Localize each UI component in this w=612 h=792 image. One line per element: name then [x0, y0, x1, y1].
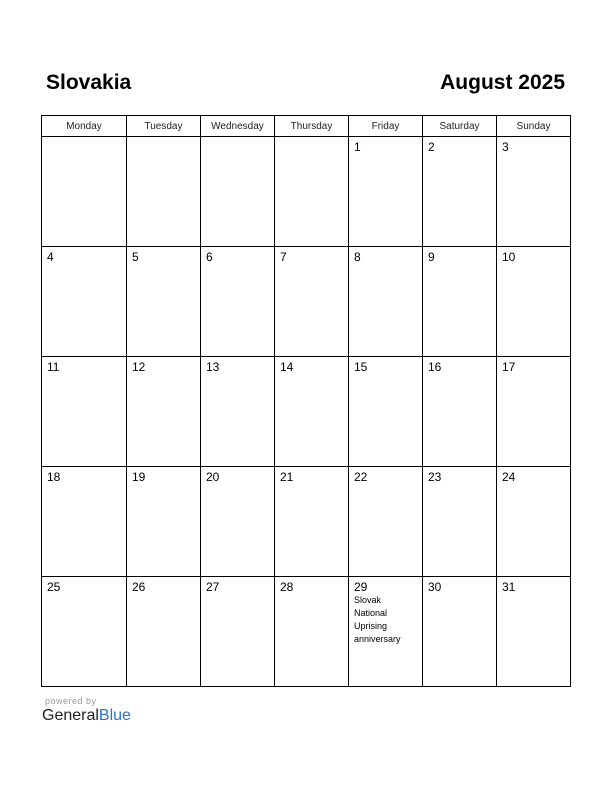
- day-cell: [42, 357, 127, 467]
- weekday-header-monday: Monday: [42, 116, 127, 137]
- footer-branding: [42, 696, 131, 725]
- weekday-header-wednesday: Wednesday: [201, 116, 275, 137]
- day-number: 28: [280, 580, 294, 594]
- day-number: 7: [280, 250, 287, 264]
- day-number: 8: [354, 250, 361, 264]
- day-cell: [423, 467, 497, 577]
- day-number: 20: [206, 470, 220, 484]
- day-number: 9: [428, 250, 435, 264]
- day-cell: [127, 577, 201, 687]
- holiday-label: anniversary: [354, 634, 401, 644]
- day-number: 21: [280, 470, 294, 484]
- brand-general: General: [42, 707, 99, 724]
- day-cell: [201, 467, 275, 577]
- day-cell: [349, 247, 423, 357]
- day-number: [275, 137, 348, 140]
- day-cell: [201, 577, 275, 687]
- day-cell: [423, 577, 497, 687]
- holiday-label: Slovak: [354, 595, 382, 605]
- day-number: 14: [280, 360, 294, 374]
- weekday-header-row: [42, 116, 571, 137]
- day-cell: [275, 137, 349, 247]
- day-cell: [497, 247, 571, 357]
- day-number: 13: [206, 360, 220, 374]
- day-number: 26: [132, 580, 146, 594]
- day-cell: [275, 577, 349, 687]
- day-cell: [42, 247, 127, 357]
- day-cell: [275, 357, 349, 467]
- day-number: 11: [47, 360, 60, 374]
- day-cell: [349, 357, 423, 467]
- day-cell: [42, 577, 127, 687]
- holiday-label: Uprising: [354, 621, 388, 631]
- day-number: 4: [47, 250, 54, 264]
- day-number: 29: [354, 580, 368, 594]
- day-cell: [127, 357, 201, 467]
- calendar-grid: [41, 115, 571, 687]
- generalblue-logo: [42, 707, 131, 725]
- day-cell: [127, 247, 201, 357]
- day-cell: [423, 137, 497, 247]
- day-number: 5: [132, 250, 139, 264]
- day-cell: [127, 137, 201, 247]
- week-row: [42, 357, 571, 467]
- day-number: 27: [206, 580, 220, 594]
- brand-blue: Blue: [98, 707, 131, 724]
- day-number: [127, 137, 200, 140]
- day-number: 19: [132, 470, 146, 484]
- day-cell: [423, 357, 497, 467]
- day-number: 2: [428, 140, 435, 154]
- day-cell: [42, 137, 127, 247]
- day-number: 3: [502, 140, 509, 154]
- day-number: [201, 137, 274, 140]
- weekday-header-thursday: Thursday: [275, 116, 349, 137]
- day-number: [42, 137, 126, 140]
- weekday-header-sunday: Sunday: [497, 116, 571, 137]
- day-cell: [42, 467, 127, 577]
- day-cell: [201, 137, 275, 247]
- day-number: 31: [502, 580, 516, 594]
- day-cell: [201, 247, 275, 357]
- weekday-header-tuesday: Tuesday: [127, 116, 201, 137]
- month-year-title: August 2025: [440, 71, 565, 94]
- weekday-header-saturday: Saturday: [423, 116, 497, 137]
- day-cell: [423, 247, 497, 357]
- day-cell: [201, 357, 275, 467]
- day-number: 25: [47, 580, 61, 594]
- day-cell: [497, 357, 571, 467]
- week-row: [42, 247, 571, 357]
- day-cell: [497, 467, 571, 577]
- day-number: 10: [502, 250, 516, 264]
- day-number: 24: [502, 470, 516, 484]
- week-row: [42, 137, 571, 247]
- day-cell: [497, 137, 571, 247]
- day-number: 15: [354, 360, 368, 374]
- day-number: 30: [428, 580, 442, 594]
- day-number: 22: [354, 470, 368, 484]
- day-cell: [349, 467, 423, 577]
- weekday-header-friday: Friday: [349, 116, 423, 137]
- day-cell: [349, 577, 423, 687]
- day-number: 18: [47, 470, 61, 484]
- day-number: 23: [428, 470, 442, 484]
- holiday-label: National: [354, 608, 388, 618]
- powered-by-text: powered by: [45, 696, 97, 706]
- day-cell: [497, 577, 571, 687]
- day-number: 16: [428, 360, 442, 374]
- day-cell: [275, 467, 349, 577]
- day-number: 1: [354, 140, 361, 154]
- day-cell: [275, 247, 349, 357]
- day-number: 17: [502, 360, 516, 374]
- day-cell: [349, 137, 423, 247]
- week-row: [42, 577, 571, 687]
- week-row: [42, 467, 571, 577]
- day-number: 12: [132, 360, 146, 374]
- day-cell: [127, 467, 201, 577]
- country-title: Slovakia: [46, 71, 132, 94]
- day-number: 6: [206, 250, 213, 264]
